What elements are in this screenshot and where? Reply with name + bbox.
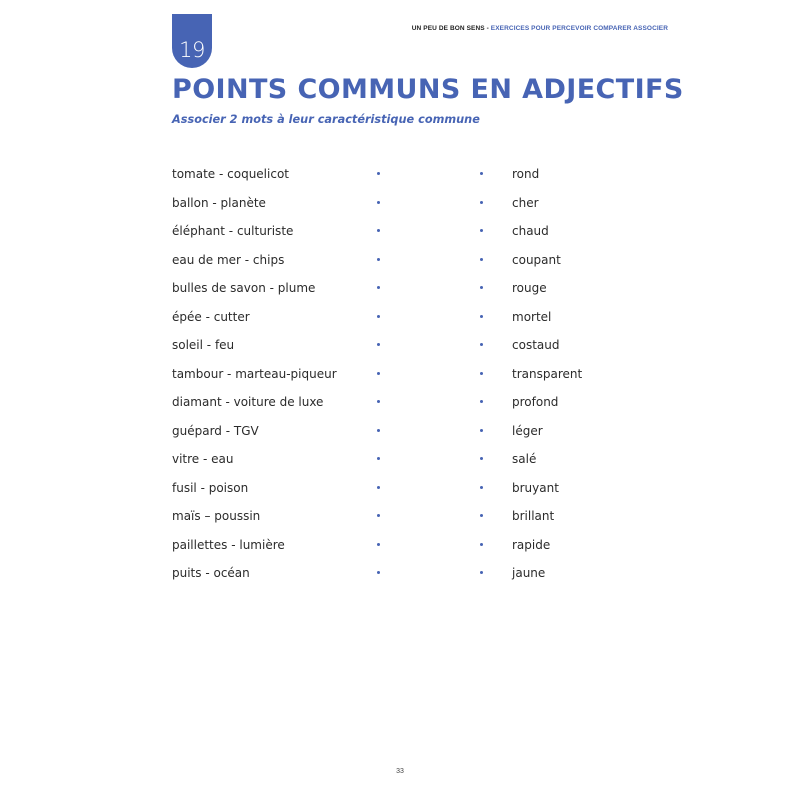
left-word-pair: bulles de savon - plume — [172, 281, 316, 295]
left-word-pair: épée - cutter — [172, 309, 250, 324]
right-bullet-dot[interactable] — [480, 571, 483, 574]
book-title: UN PEU DE BON SENS — [411, 25, 485, 32]
right-adjective: mortel — [512, 309, 552, 324]
match-row — [0, 452, 800, 472]
left-bullet-dot[interactable] — [377, 457, 380, 460]
left-word-pair: tambour - marteau-piqueur — [172, 366, 337, 381]
match-row — [0, 424, 800, 444]
right-bullet-dot[interactable] — [480, 486, 483, 489]
left-bullet-dot[interactable] — [377, 172, 380, 175]
left-bullet-dot[interactable] — [377, 229, 380, 232]
right-adjective: costaud — [512, 338, 560, 352]
left-word-pair: tomate - coquelicot — [172, 167, 289, 181]
match-row — [0, 509, 800, 529]
left-bullet-dot[interactable] — [377, 429, 380, 432]
right-adjective: rapide — [512, 537, 551, 552]
right-bullet-dot[interactable] — [480, 258, 483, 261]
match-row — [0, 481, 800, 501]
left-bullet-dot[interactable] — [377, 486, 380, 489]
left-word-pair: vitre - eau — [172, 452, 234, 466]
match-row — [0, 338, 800, 358]
right-adjective: chaud — [512, 224, 549, 238]
left-bullet-dot[interactable] — [377, 315, 380, 318]
match-row — [0, 367, 800, 387]
right-adjective: jaune — [512, 566, 546, 580]
left-word-pair: diamant - voiture de luxe — [172, 395, 324, 409]
left-word-pair: puits - océan — [172, 566, 250, 580]
left-word-pair: eau de mer - chips — [172, 252, 285, 267]
section-title: EXERCICES POUR PERCEVOIR COMPARER ASSOCIER — [490, 25, 668, 32]
match-row — [0, 196, 800, 216]
page-number: 33 — [396, 768, 404, 775]
instructions: Associer 2 mots à leur caractéristique commune — [172, 113, 480, 126]
right-bullet-dot[interactable] — [480, 315, 483, 318]
left-bullet-dot[interactable] — [377, 343, 380, 346]
match-row — [0, 281, 800, 301]
left-bullet-dot[interactable] — [377, 372, 380, 375]
left-bullet-dot[interactable] — [377, 571, 380, 574]
left-word-pair: paillettes - lumière — [172, 537, 285, 552]
left-bullet-dot[interactable] — [377, 543, 380, 546]
right-bullet-dot[interactable] — [480, 372, 483, 375]
right-bullet-dot[interactable] — [480, 201, 483, 204]
right-adjective: léger — [512, 423, 543, 438]
right-adjective: bruyant — [512, 480, 559, 495]
match-row — [0, 167, 800, 187]
left-bullet-dot[interactable] — [377, 258, 380, 261]
right-adjective: coupant — [512, 252, 561, 267]
left-word-pair: guépard - TGV — [172, 423, 259, 438]
left-bullet-dot[interactable] — [377, 514, 380, 517]
right-bullet-dot[interactable] — [480, 286, 483, 289]
right-bullet-dot[interactable] — [480, 343, 483, 346]
header-separator: - — [484, 25, 491, 32]
match-row — [0, 253, 800, 273]
running-header — [412, 25, 668, 32]
left-word-pair: ballon - planète — [172, 195, 266, 210]
left-word-pair: fusil - poison — [172, 480, 249, 495]
exercise-number: 19 — [179, 38, 205, 62]
right-adjective: cher — [512, 195, 539, 210]
exercise-number-badge — [172, 14, 212, 68]
right-adjective: rond — [512, 167, 540, 181]
right-bullet-dot[interactable] — [480, 457, 483, 460]
left-bullet-dot[interactable] — [377, 400, 380, 403]
left-word-pair: maïs – poussin — [172, 509, 261, 523]
right-bullet-dot[interactable] — [480, 400, 483, 403]
match-row — [0, 566, 800, 586]
right-adjective: salé — [512, 452, 537, 466]
right-bullet-dot[interactable] — [480, 229, 483, 232]
match-row — [0, 224, 800, 244]
right-bullet-dot[interactable] — [480, 172, 483, 175]
right-adjective: brillant — [512, 509, 555, 523]
match-row — [0, 310, 800, 330]
right-bullet-dot[interactable] — [480, 514, 483, 517]
right-adjective: transparent — [512, 366, 583, 381]
right-bullet-dot[interactable] — [480, 429, 483, 432]
match-row — [0, 538, 800, 558]
left-word-pair: soleil - feu — [172, 338, 235, 352]
page-title: POINTS COMMUNS EN ADJECTIFS — [172, 74, 684, 105]
right-bullet-dot[interactable] — [480, 543, 483, 546]
left-bullet-dot[interactable] — [377, 286, 380, 289]
right-adjective: profond — [512, 395, 559, 409]
left-word-pair: éléphant - culturiste — [172, 224, 294, 238]
match-row — [0, 395, 800, 415]
right-adjective: rouge — [512, 281, 547, 295]
left-bullet-dot[interactable] — [377, 201, 380, 204]
